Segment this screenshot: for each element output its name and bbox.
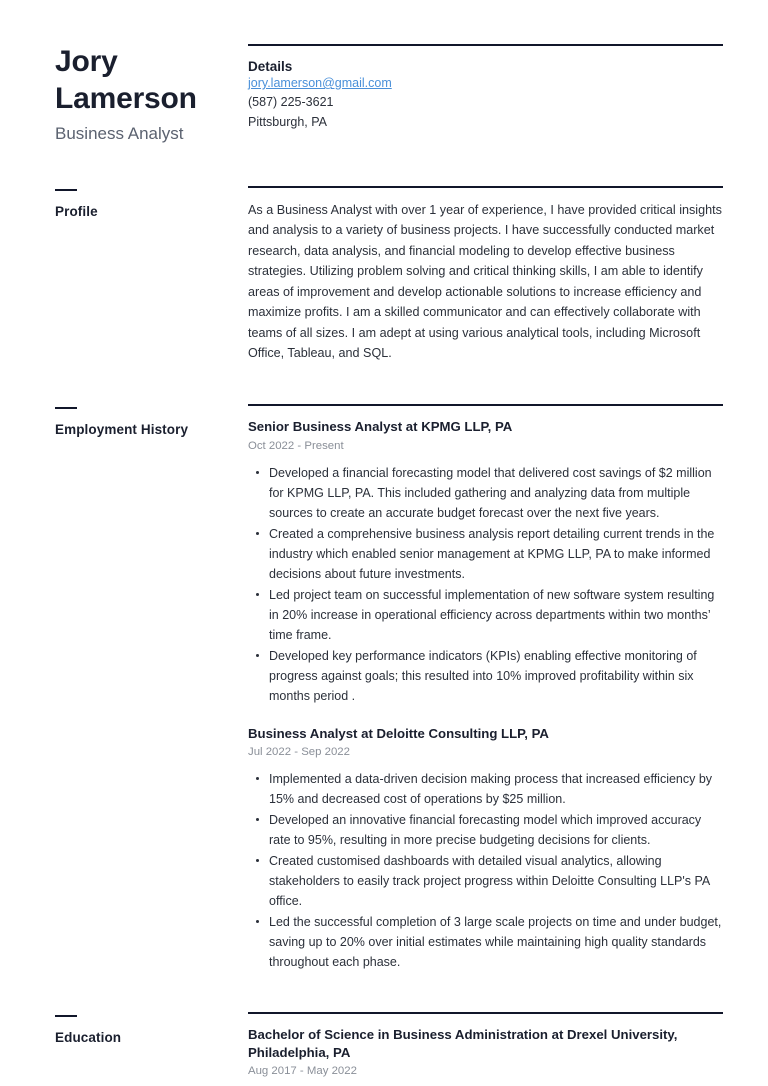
last-name: Lamerson [55,81,197,115]
list-item: Implemented a data-driven decision making process that increased efficiency by 15% and decreased cost of operations by $25 million. [268,769,723,809]
list-item: Developed a financial forecasting model that delivered cost savings of $2 million for KPMG LLP, PA. This included gathering and analyzing data from multiple sources to create an accurate budget forecast over the next five years. [268,463,723,523]
employment-sidebar-label [0,404,248,437]
section-divider-profile [248,186,723,188]
education-label: Education [55,1030,122,1046]
entry-date: Aug 2017 - May 2022 [248,1065,357,1078]
page-title [55,44,248,118]
list-item: Led project team on successful implementation of new software system resulting in 20% increase in operational efficiency across departments within two months’ time frame. [268,585,723,645]
list-item: Created customised dashboards with detailed visual analytics, allowing stakeholders to easily track project progress within Deloitte Consulting LLP's PA office. [268,851,723,911]
job-title-subtitle: Business Analyst [55,123,184,143]
education-content [248,1012,768,1080]
list-item: Developed key performance indicators (KPIs) enabling effective monitoring of progress against goals; this resulted into 10% improved profitability within six months period . [268,646,723,706]
employment-entry [248,725,723,973]
profile-sidebar-label [0,186,248,219]
entry-date: Jul 2022 - Sep 2022 [248,746,350,759]
employment-section [0,404,768,973]
phone-value: (587) 225-3621 [248,95,334,110]
details-block [248,44,768,132]
name-block [0,44,248,145]
profile-text: As a Business Analyst with over 1 year of experience, I have provided critical insights and analysis to a variety of business projects. I have successfully conducted market research, data analysis, and financial modeling to develop effective business strategies. Utilizing problem solving and critical thinking skills, I am able to identify areas of improvement and develop actionable solutions to increase efficiency and maximize profits. I am a skilled communicator and can effectively collaborate with teams of all sizes. I am adept at using various analytical tools, including Microsoft Office, Tableau, and SQL. [248,202,722,361]
section-dash-icon [55,1015,77,1017]
details-email-row [248,74,723,93]
location-value: Pittsburgh, PA [248,114,327,129]
section-divider-details [248,44,723,46]
header-section [0,0,768,145]
employment-label: Employment History [55,422,189,437]
entry-title: Bachelor of Science in Business Administration at Drexel University, Philadelphia, PA [248,1027,678,1060]
employment-content [248,404,768,973]
entry-bullet-list [248,463,723,706]
education-entry [248,1026,723,1080]
entry-bullet-list [248,769,723,972]
section-dash-icon [55,189,77,191]
profile-label: Profile [55,203,98,219]
profile-section [0,186,768,364]
list-item: Led the successful completion of 3 large scale projects on time and under budget, saving up to 20% over initial estimates while maintaining high quality standards throughout each phase. [268,912,723,972]
entry-date: Oct 2022 - Present [248,439,344,452]
profile-content [248,186,768,364]
first-name: Jory [55,45,118,78]
list-item: Developed an innovative financial forecasting model which improved accuracy rate to 95%, resulting in more precise budgeting decisions for clients. [268,810,723,850]
section-divider-employment [248,404,723,406]
entry-title: Business Analyst at Deloitte Consulting LLP, PA [248,725,549,741]
list-item: Created a comprehensive business analysis report detailing current trends in the industry which enabled senior management at KPMG LLP, PA to make informed decisions about future investments. [268,524,723,584]
section-divider-education [248,1012,723,1014]
email-link[interactable]: jory.lamerson@gmail.com [248,76,392,90]
section-dash-icon [55,407,77,409]
entry-title: Senior Business Analyst at KPMG LLP, PA [248,419,513,434]
employment-entry [248,418,723,706]
education-sidebar-label [0,1012,248,1045]
details-heading: Details [248,59,293,74]
education-section [0,1012,768,1080]
